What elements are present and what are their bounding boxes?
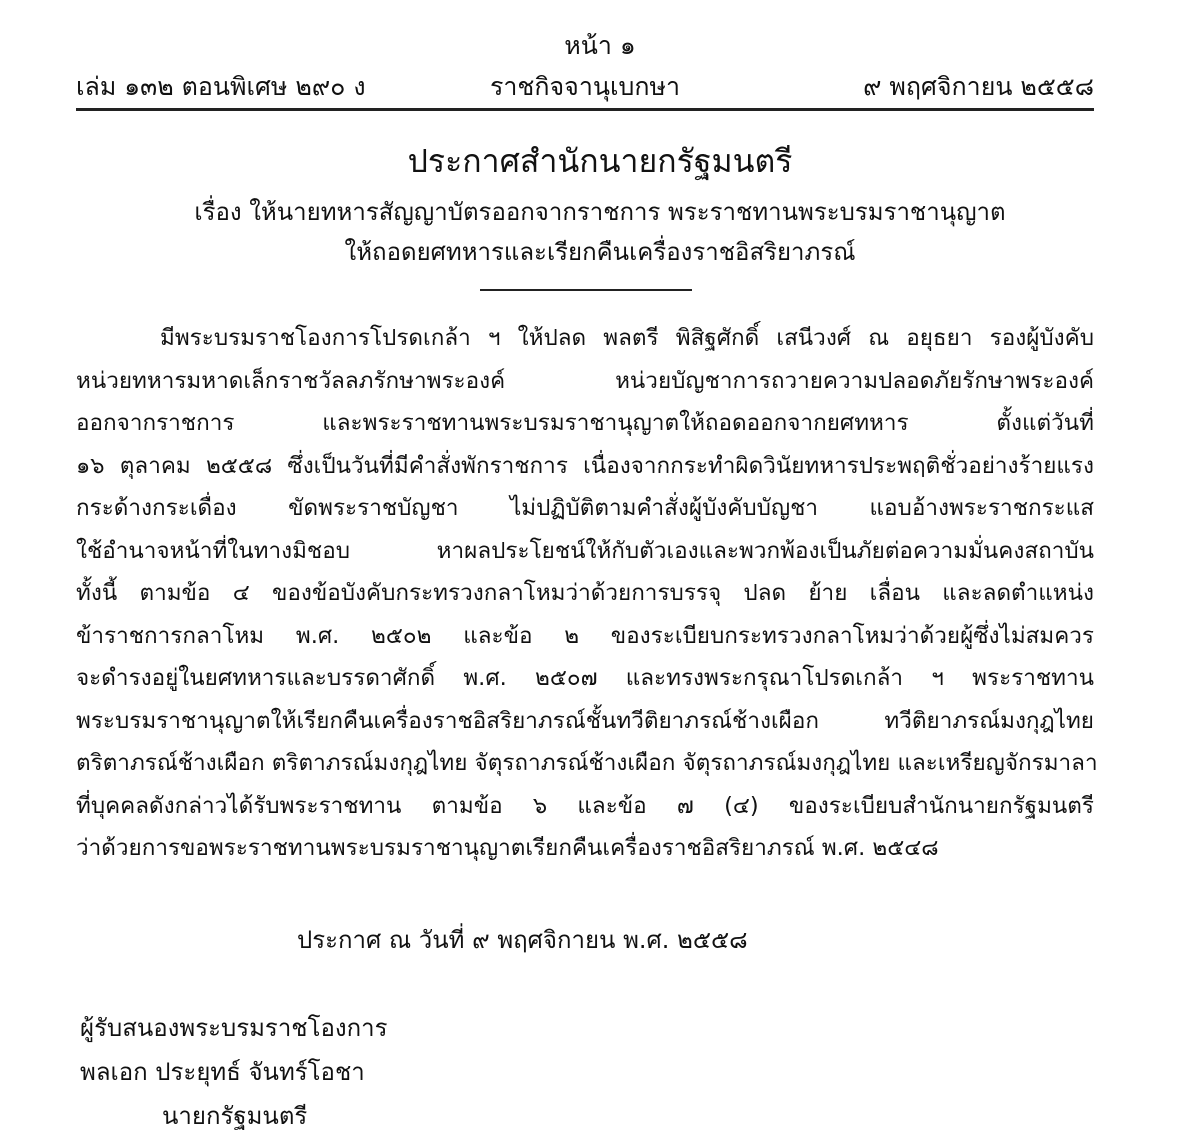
body-line: ตริตาภรณ์ช้างเผือก ตริตาภรณ์มงกุฎไทย จัตุรถาภรณ์ช้างเผือก จัตุรถาภรณ์มงกุฎไทย และเหรียญจักรมาลา — [76, 750, 1098, 776]
subject-line: เรื่อง ให้นายทหารสัญญาบัตรออกจากราชการ พระราชทานพระบรมราชานุญาต — [194, 198, 1006, 226]
subject-line: ให้ถอดยศทหารและเรียกคืนเครื่องราชอิสริยาภรณ์ — [344, 238, 856, 266]
body-line: ที่บุคคลดังกล่าวได้รับพระราชทาน ตามข้อ ๖ และข้อ ๗ (๔) ของระเบียบสำนักนายกรัฐมนตรี — [76, 792, 1094, 819]
gazette-header — [76, 70, 1094, 104]
body-line: กระด้างกระเดื่อง ขัดพระราชบัญชา ไม่ปฏิบัติตามคำสั่งผู้บังคับบัญชา แอบอ้างพระราชกระแส — [76, 495, 1094, 521]
gazette-date: ๙ พฤศจิกายน ๒๕๕๘ — [863, 72, 1094, 101]
announcement-date: ประกาศ ณ วันที่ ๙ พฤศจิกายน พ.ศ. ๒๕๕๘ — [297, 926, 748, 954]
body-line: ๑๖ ตุลาคม ๒๕๕๘ ซึ่งเป็นวันที่มีคำสั่งพักราชการ เนื่องจากกระทำผิดวินัยทหารประพฤติชั่วอย่างร้ายแรง — [76, 452, 1094, 479]
header-divider — [76, 108, 1094, 111]
body-line: ทั้งนี้ ตามข้อ ๔ ของข้อบังคับกระทรวงกลาโหมว่าด้วยการบรรจุ ปลด ย้าย เลื่อน และลดตำแหน่ง — [76, 580, 1094, 606]
body-line: จะดำรงอยู่ในยศทหารและบรรดาศักดิ์ พ.ศ. ๒๕๐๗ และทรงพระกรุณาโปรดเกล้า ฯ พระราชทาน — [76, 665, 1094, 691]
volume-issue: เล่ม ๑๓๒ ตอนพิเศษ ๒๙๐ ง — [76, 72, 366, 101]
page-number: หน้า ๑ — [564, 31, 636, 60]
signatory-name: พลเอก ประยุทธ์ จันทร์โอชา — [80, 1058, 365, 1086]
document-subject — [150, 192, 1050, 272]
body-line: ว่าด้วยการขอพระราชทานพระบรมราชานุญาตเรียกคืนเครื่องราชอิสริยาภรณ์ พ.ศ. ๒๕๔๘ — [76, 835, 939, 861]
document-title: ประกาศสำนักนายกรัฐมนตรี — [407, 142, 793, 180]
signature-block — [80, 1006, 388, 1138]
signatory-position: นายกรัฐมนตรี — [162, 1102, 308, 1130]
body-line: ข้าราชการกลาโหม พ.ศ. ๒๕๐๒ และข้อ ๒ ของระเบียบกระทรวงกลาโหมว่าด้วยผู้ซึ่งไม่สมควร — [76, 622, 1094, 649]
announcement-body — [76, 317, 1098, 870]
body-line: ใช้อำนาจหน้าที่ในทางมิชอบ หาผลประโยชน์ให้กับตัวเองและพวกพ้องเป็นภัยต่อความมั่นคงสถาบัน — [76, 537, 1094, 564]
body-line: หน่วยทหารมหาดเล็กราชวัลลภรักษาพระองค์ หน่วยบัญชาการถวายความปลอดภัยรักษาพระองค์ — [76, 367, 1094, 394]
countersign-label: ผู้รับสนองพระบรมราชโองการ — [80, 1014, 388, 1042]
body-line: มีพระบรมราชโองการโปรดเกล้า ฯ ให้ปลด พลตรี พิสิฐศักดิ์ เสนีวงศ์ ณ อยุธยา รองผู้บังคับ — [160, 325, 1094, 351]
gazette-name: ราชกิจจานุเบกษา — [489, 72, 681, 101]
title-divider — [480, 289, 692, 291]
body-line: ออกจากราชการ และพระราชทานพระบรมราชานุญาตให้ถอดออกจากยศทหาร ตั้งแต่วันที่ — [76, 410, 1094, 436]
body-line: พระบรมราชานุญาตให้เรียกคืนเครื่องราชอิสริยาภรณ์ชั้นทวีติยาภรณ์ช้างเผือก ทวีติยาภรณ์มงกุฎไทย — [76, 707, 1094, 734]
